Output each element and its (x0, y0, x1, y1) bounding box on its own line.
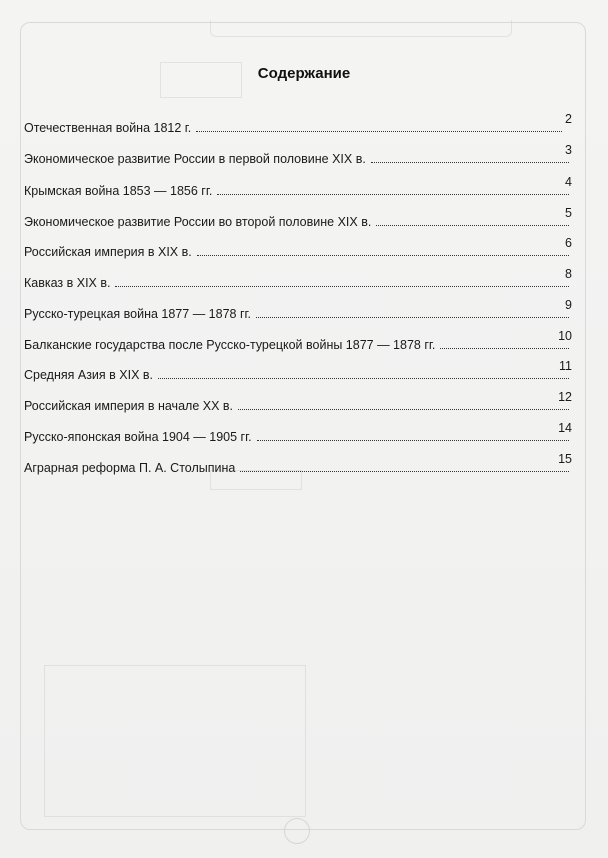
toc-dot-leader (376, 224, 569, 226)
toc-entry[interactable] (24, 206, 572, 229)
toc-dot-leader (115, 285, 569, 287)
toc-dot-leader (196, 130, 562, 132)
toc-dot-leader (158, 377, 569, 379)
toc-entry-label: Средняя Азия в XIX в. (24, 368, 154, 382)
toc-entry[interactable] (24, 452, 572, 475)
toc-dot-leader (440, 347, 569, 349)
toc-entry[interactable] (24, 298, 572, 321)
toc-entry-page: 5 (565, 206, 572, 220)
toc-entry-label: Отечественная война 1812 г. (24, 121, 192, 135)
toc-entry-page: 15 (558, 452, 572, 466)
toc-entry-label: Балканские государства после Русско-турецкой войны 1877 — 1878 гг. (24, 338, 436, 352)
toc-entry-label: Экономическое развитие России во второй половине XIX в. (24, 215, 372, 229)
page-title: Содержание (257, 65, 351, 82)
toc-entry-page: 3 (565, 143, 572, 157)
toc-entry-page: 10 (558, 329, 572, 343)
toc-dot-leader (238, 408, 569, 410)
toc-entry-page: 12 (558, 390, 572, 404)
toc-entry-label: Русско-японская война 1904 — 1905 гг. (24, 430, 252, 444)
toc-entry[interactable] (24, 359, 572, 382)
show-through-header-tab (210, 20, 512, 37)
toc-entry-page: 8 (565, 267, 572, 281)
toc-entry-label: Аграрная реформа П. А. Столыпина (24, 461, 236, 475)
toc-dot-leader (371, 161, 569, 163)
toc-entry-label: Российская империя в XIX в. (24, 245, 192, 259)
show-through-box (44, 665, 306, 817)
toc-dot-leader (256, 316, 569, 318)
page-number-circle (284, 818, 310, 844)
toc-dot-leader (197, 254, 569, 256)
toc-dot-leader (240, 470, 569, 472)
toc-entry-page: 9 (565, 298, 572, 312)
toc-entry[interactable] (24, 421, 572, 444)
toc-entry-label: Русско-турецкая война 1877 — 1878 гг. (24, 307, 252, 321)
toc-dot-leader (217, 193, 569, 195)
toc-entry[interactable] (24, 236, 572, 259)
toc-entry-label: Экономическое развитие России в первой половине XIX в. (24, 152, 366, 166)
toc-entry[interactable] (24, 143, 572, 166)
toc-entry-page: 14 (558, 421, 572, 435)
toc-entry-page: 6 (565, 236, 572, 250)
toc-entry[interactable] (24, 329, 572, 352)
toc-entry-label: Российская империя в начале XX в. (24, 399, 234, 413)
toc-entry[interactable] (24, 267, 572, 290)
toc-entry-label: Кавказ в XIX в. (24, 276, 111, 290)
toc-dot-leader (257, 439, 569, 441)
toc-entry-label: Крымская война 1853 — 1856 гг. (24, 184, 213, 198)
toc-entry[interactable] (24, 175, 572, 198)
toc-entry[interactable] (24, 112, 572, 135)
toc-entry[interactable] (24, 390, 572, 413)
toc-entry-page: 4 (565, 175, 572, 189)
toc-entry-page: 11 (559, 359, 572, 373)
toc-entry-page: 2 (565, 112, 572, 126)
